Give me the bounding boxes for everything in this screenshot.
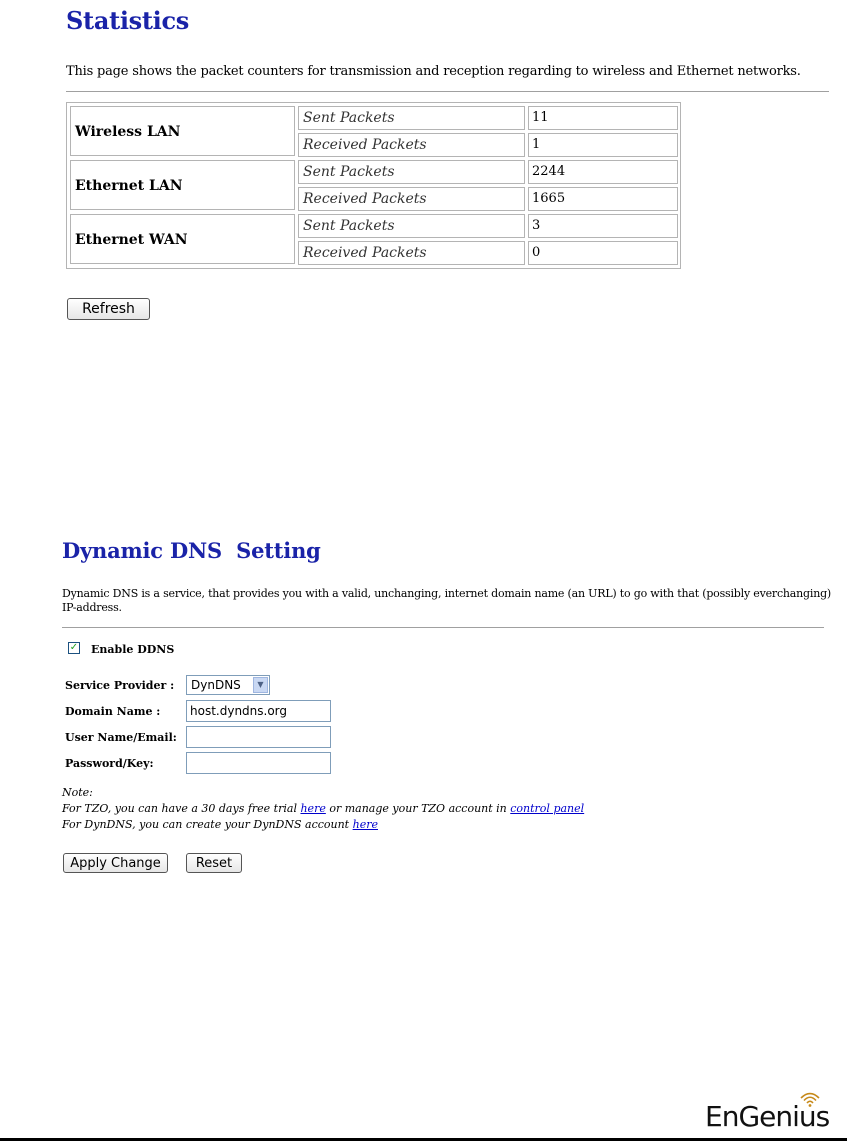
ddns-description: Dynamic DNS is a service, that provides you with a valid, unchanging, internet domain name (an URL) to go with that (possibly everchanging) IP-address. (62, 587, 832, 614)
enable-ddns-checkbox[interactable] (68, 642, 80, 654)
apply-change-button[interactable]: Apply Change (63, 853, 168, 873)
ddns-title: Dynamic DNS Setting (62, 538, 321, 563)
row-value: 3 (528, 214, 678, 238)
tzo-control-panel-link[interactable]: control panel (510, 802, 585, 815)
enable-ddns-label: Enable DDNS (91, 643, 175, 656)
row-label: Received Packets (298, 241, 525, 265)
statistics-title: Statistics (66, 6, 190, 35)
logo-text: EnGenius (705, 1100, 830, 1133)
group-label-ethernet-wan: Ethernet WAN (70, 214, 295, 264)
password-input[interactable] (186, 752, 331, 774)
footer-divider (0, 1138, 847, 1141)
note-tzo-text-a: For TZO, you can have a 30 days free trial (62, 802, 301, 815)
domain-name-input[interactable]: host.dyndns.org (186, 700, 331, 722)
engenius-logo (705, 1091, 845, 1135)
dyndns-account-link[interactable]: here (352, 818, 378, 831)
group-label-wireless-lan: Wireless LAN (70, 106, 295, 156)
row-value: 0 (528, 241, 678, 265)
group-label-ethernet-lan: Ethernet LAN (70, 160, 295, 210)
reset-button[interactable]: Reset (186, 853, 242, 873)
row-value: 1665 (528, 187, 678, 211)
username-label: User Name/Email: (65, 731, 177, 744)
note-dyndns-text: For DynDNS, you can create your DynDNS account (62, 818, 353, 831)
service-provider-select[interactable] (186, 675, 270, 695)
note-title: Note: (62, 786, 93, 799)
row-label: Sent Packets (298, 160, 525, 184)
checkmark-icon: ✓ (69, 642, 79, 653)
username-input[interactable] (186, 726, 331, 748)
row-value: 11 (528, 106, 678, 130)
domain-name-label: Domain Name : (65, 705, 161, 718)
row-value: 2244 (528, 160, 678, 184)
row-label: Sent Packets (298, 214, 525, 238)
refresh-button[interactable]: Refresh (67, 298, 150, 320)
note-tzo (62, 802, 584, 815)
statistics-description: This page shows the packet counters for transmission and reception regarding to wireless and Ethernet networks. (66, 64, 801, 79)
service-provider-value: DynDNS (191, 678, 241, 692)
tzo-trial-link[interactable]: here (300, 802, 326, 815)
row-label: Received Packets (298, 133, 525, 157)
password-label: Password/Key: (65, 757, 154, 770)
statistics-table (66, 102, 681, 269)
service-provider-label: Service Provider : (65, 679, 175, 692)
row-value: 1 (528, 133, 678, 157)
note-dyndns (62, 818, 378, 831)
statistics-divider (66, 91, 829, 92)
chevron-down-icon[interactable]: ▼ (253, 677, 268, 693)
row-label: Sent Packets (298, 106, 525, 130)
ddns-divider (62, 627, 824, 628)
note-tzo-text-b: or manage your TZO account in (325, 802, 511, 815)
row-label: Received Packets (298, 187, 525, 211)
